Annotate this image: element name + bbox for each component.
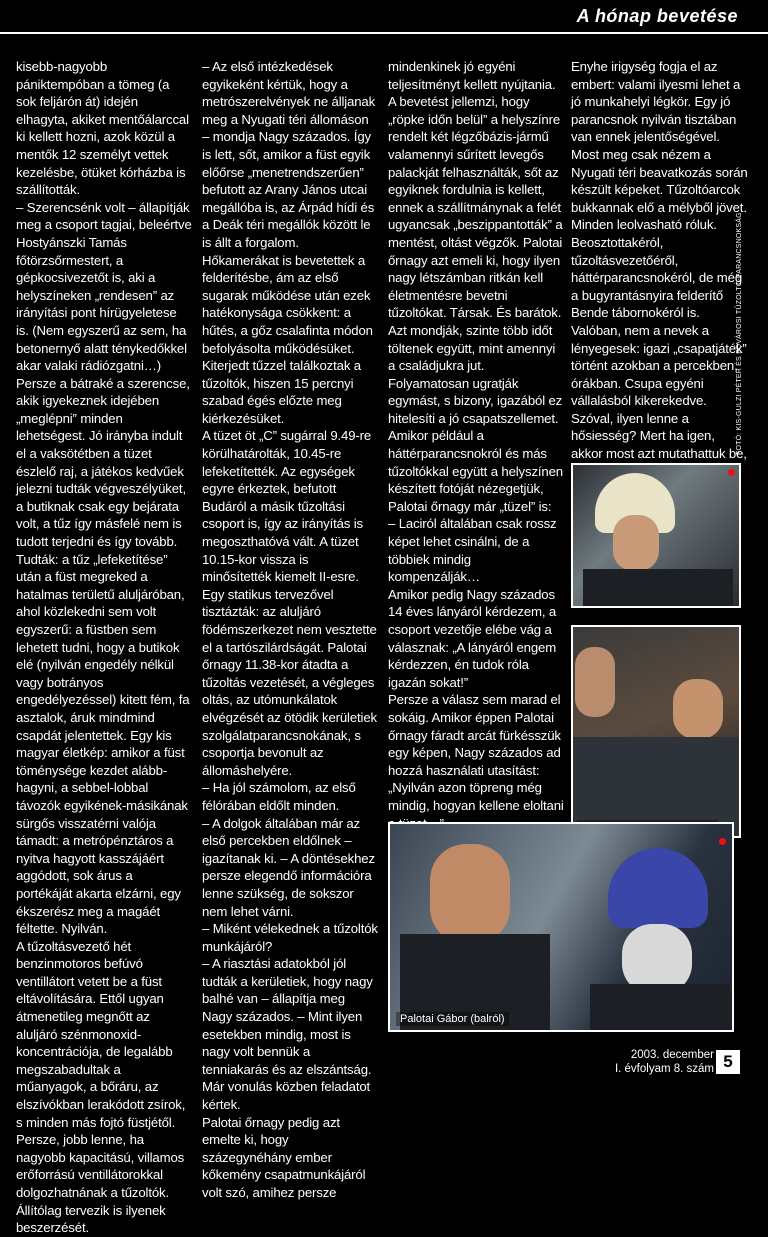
helmet-shape (608, 848, 708, 928)
red-dot-marker (728, 469, 735, 476)
paragraph: Persze a válasz sem marad el sokáig. Amikor éppen Palotai őrnagy fáradt arcát fürkésszük egy képen, Nagy százados ad hozzá használati utasítást: „Nyilván azon töpreng még mindig, hogyan kellene eloltani (388, 692, 564, 813)
paragraph: – Laciról általában csak rossz képet lehet csinálni, de a többiek mindig kompenzálják… (388, 516, 557, 585)
header-rule (0, 32, 768, 34)
paragraph: – Ha jól számolom, az első félórában eldőlt minden. (202, 780, 356, 813)
paragraph: mindenkinek jó egyéni teljesítményt kellett nyújtania. (388, 59, 556, 92)
paragraph: – Az első intézkedések egyikeként kértük, hogy a metrószerelvények ne álljanak meg a Nyugati téri állomáson – mondja Nagy százados. Így is lett, sőt, amikor a füst egyik előőrse „menetrendszerűen” befutott az Arany János utcai megállóba is, az Árpád hídi és a Deák téri megállók között le is állt a forgalom. (202, 59, 376, 250)
article-column-4 (571, 58, 749, 519)
paragraph: – Miként vélekednek a tűzoltók munkájáról? (202, 921, 378, 954)
paragraph: – A dolgok általában már az első percekben eldőlnek – igazítanak ki. – A döntésekhez persze elegendő információra lenne szükség, de sokszor nem lehet várni. (202, 815, 375, 919)
photo-firefighter-helmet (571, 463, 741, 608)
paragraph: Hőkamerákat is bevetettek a felderítésbe, ám az első sugarak működése után ezek hatékonysága csökkent: a hűtés, a gőz csalafinta módon befolyásolta működésüket. Kiterjedt tűzzel találkoztak a tűzoltók, hiszen 15 percnyi szabad égés előzte meg kiérkezésüket. (202, 252, 373, 426)
paragraph: kisebb-nagyobb pániktempóban a tömeg (a sok feljárón át) idején elhagyta, akiket mentőálarccal ki kellett hozni, azok közül a mentők 12 személyt vettek kezelésbe, ötüket kórházba is szállították. (16, 59, 189, 198)
page-number: 5 (716, 1050, 740, 1074)
red-dot-marker (719, 838, 726, 845)
face-shape (673, 679, 723, 739)
photo-credit: FOTÓ: KIS-GULZI PÉTER ÉS FŐVÁROSI TŰZOLTÓ-PARANCSNOKSÁG (736, 212, 743, 455)
section-title: A hónap bevetése (576, 6, 738, 26)
article-column-1 (16, 58, 192, 1237)
paragraph: Amikor pedig Nagy százados 14 éves lányáról kérdezem, a csoport vezetője elébe vág a válasznak: „A lányáról engem kérdezzen, én tudok róla igazán sokat!” (388, 586, 557, 690)
article-column-3 (388, 58, 564, 903)
jacket-shape (583, 569, 733, 608)
paragraph: – A riasztási adatokból jól tudták a kerületiek, hogy nagy balhé van – állapítja meg Nagy százados. – Mint ilyen esetekben mindig, most is nagy volt bennük a tenniakarás és az elszántság. Már vonulás közben feladatot kértek. (202, 956, 373, 1113)
paragraph: Enyhe irigység fogja el az embert: valami ilyesmi lehet a jó munkahelyi légkör. Egy jó parancsnok nyilván tisztában van ennek jelentőségével. (571, 59, 741, 145)
photo-bende-peter (571, 625, 741, 838)
paragraph: A tűzoltásvezető hét benzinmotoros befúvó ventillátort vetett be a füst eltávolítására. Ettől ugyan átmenetileg megnőtt az aluljáró szénmonoxid-koncentrációja, de legalább megszabadultak a műanyagok, a bőráru, az elszívókban lerakódott zsírok, s minden más fojtó füstjétől. Persze, jobb lenne, ha nagyobb kapacitású, villamos erőforrású ventillátorokkal dolgozhatnának a tűzoltók. Állítólag tervezik is ilyenek beszerzését. (16, 938, 186, 1236)
paragraph: A bevetést jellemzi, hogy „röpke időn belül” a helyszínre rendelt két légzőbázis-jármű valamennyi sűrített levegős palackját felhasználták, sőt az egyiknek fordulnia is kellett, ennek a szállítmánynak a felét ugyancsak „beszippantották” a mentést, oltást végzők. Palotai őrnagy azt emeli ki, hogy ilyen nagy létszámban ritkán kell életmentésre bevetni tűzoltókat. Társak. És barátok. Azt mondják, szinte több időt töltenek együtt, mint amennyi a családjukra jut. Folyamatosan ugratják egymást, s bizony, igazából ez hitelesíti a jó csapatszellemet. Amikor például a háttérparancsnokról és más tűzoltókkal együtt a helyszínen készített fotóját nézegetjük, Palotai őrnagy már „tüzel” is: (388, 94, 563, 514)
paragraph: – Szerencsénk volt – állapítják meg a csoport tagjai, beleértve Hostyánszki Tamás főtörzsőrmestert, a gépkocsivezetőt is, aki a helyszíneken „rendesen” az irányítási pont hírügyeletese is. (Nem egyszerű az sem, ha betonernyő alatt ténykedőkkel akar valaki rádiózgatni…) Persze a bátraké a szerencse, akik igyekeznek idejében „meglépni” minden lehetségest. Jó irányba indult el a vaksötétben a tüzet észlelő raj, a játékos kedvűek jelezni tudták végveszélyüket, a butiknak csak egy bejárata volt, a tűz így másfelé nem is tudott terjedni és így tovább. Tudták: a tűz „lefeketítése” után a füst megreked a hatalmas területű aluljáróban, ahol közlekedni sem volt egyszerű: a füstben sem lehetett tudni, hogy a butikok elé (nyilván engedély nélkül vagy botrányos engedélyezéssel) kitett fém, fa asztalok, áruk mindmind csapdát jelentettek. Egy kis magyar életkép: amikor a füst töménysége kezdet alább-hagyni, a sebbel-lobbal távozók egyikének-másikának sürgős visszatérni valója támadt: a metrópénztáros a nyitva hagyott kasszájáért aggódott, sok árus a portékáját akarta elzárni, egy ékszerész meg a magáét féltette. Nyilván. (16, 199, 192, 937)
paragraph: Most meg csak nézem a Nyugati téri beavatkozás során készült képeket. Tűzoltóarcok bukkannak elő a mélyből jövet. Minden leolvasható róluk. Beosztottakéról, tűzoltásvezetőéről, háttérparancsnokéról, de még a bugyrantásnyira felderítő Bende tábornokéról is. Valóban, nem a nevek a lényegesek: igazi „csapatjáték” történt azokban a percekben, órákban. Csupa egyéni vállalásból kikerekedve. Szóval, ilyen lenne a hősiesség? Mert ha igen, akkor most azt mutathattuk be, (571, 146, 748, 462)
issue-date: 2003. december (630, 1049, 714, 1061)
article-column-2 (202, 58, 378, 1202)
paragraph: A tüzet öt „C” sugárral 9.49-re körülhatárolták, 10.45-re lefeketítették. Az egységek egyre érkeztek, befutott Budáról a másik tűzoltási csoport is, így az irányítás is megoszthatóvá vált. A tüzet 10.15-kor vissza is minősítették kiemelt II-esre. Egy statikus tervezővel tisztázták: az aluljáró födémszerkezet nem vesztette el a tartószilárdságát. Palotai őrnagy 11.38-kor átadta a tűzoltás vezetését, a végleges oltás, az utómunkálatok elvégzését az ötödik kerületiek szolgálatparancsnokának, s csoportja bevonult az állomáshelyére. (202, 428, 377, 778)
paragraph: Palotai őrnagy pedig azt emelte ki, hogy százegynéhány ember kőkemény csapatmunkájáról volt szó, amihez persze (202, 1114, 366, 1200)
footer-issue-info (615, 1048, 714, 1076)
photo-palotai-gabor (388, 822, 734, 1032)
face-shape (613, 515, 659, 571)
photo-caption: Palotai Gábor (balról) (396, 1012, 509, 1026)
jacket-shape (590, 984, 730, 1032)
issue-volume: I. évfolyam 8. szám (614, 1063, 714, 1075)
face-shape (430, 844, 510, 944)
face-shape (575, 647, 615, 717)
